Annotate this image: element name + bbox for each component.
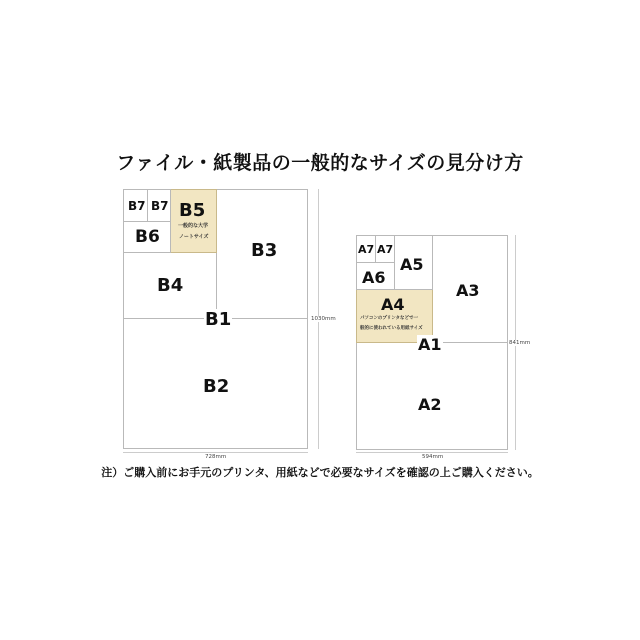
a-height-label: 841mm (509, 340, 531, 346)
purchase-note: 注）ご購入前にお手元のプリンタ、用紙などで必要なサイズを確認の上ご購入ください。 (101, 466, 539, 479)
b7-label-right: B7 (151, 199, 169, 213)
b-width-label: 728mm (205, 454, 227, 460)
b-width-dimension-line (123, 452, 308, 453)
b5-label: B5 (179, 200, 206, 221)
b2-label: B2 (203, 376, 230, 397)
b1-label: B1 (205, 309, 232, 330)
a1-label: A1 (418, 335, 442, 354)
a7-label-left: A7 (358, 243, 375, 256)
a-width-dimension-line (356, 452, 508, 453)
b6-label: B6 (135, 227, 160, 247)
a4-caption-line-2: 般的に使われている用紙サイズ (360, 326, 423, 331)
b5-caption-line-2: ノートサイズ (179, 234, 209, 240)
a4-label: A4 (381, 295, 405, 314)
b4-label: B4 (157, 275, 184, 296)
a-width-label: 594mm (422, 454, 444, 460)
b-height-label: 1030mm (311, 316, 336, 322)
b7-label-left: B7 (128, 199, 146, 213)
a3-label: A3 (456, 281, 480, 300)
a2-label: A2 (418, 395, 442, 414)
a6-label: A6 (362, 268, 386, 287)
b5-sheet (170, 189, 217, 253)
a7-label-right: A7 (377, 243, 394, 256)
b5-caption-line-1: 一般的な大学 (178, 223, 209, 229)
a4-caption-line-1: パソコンのプリンタなどで一 (360, 316, 419, 321)
b3-label: B3 (251, 240, 278, 261)
page-title: ファイル・紙製品の一般的なサイズの見分け方 (116, 152, 524, 174)
a5-label: A5 (400, 255, 424, 274)
